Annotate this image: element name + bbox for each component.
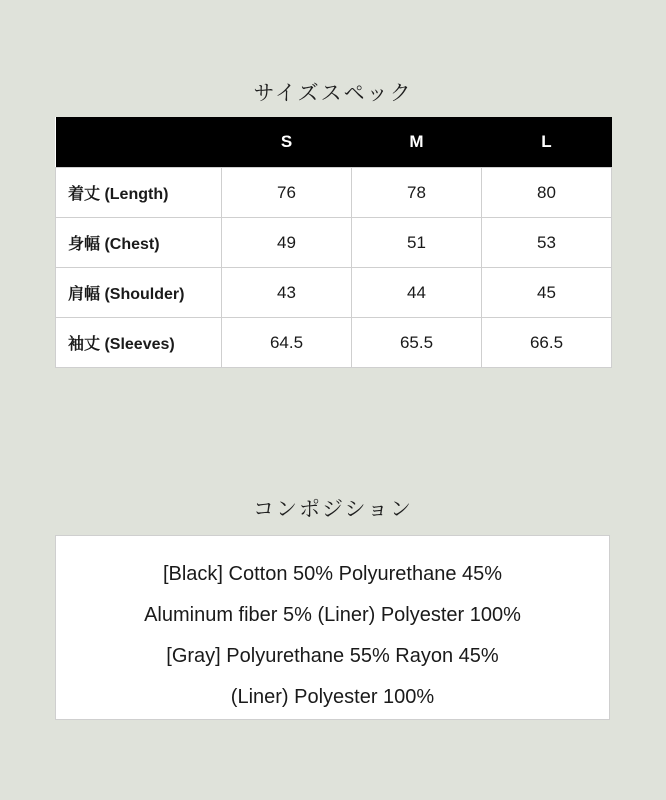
cell-chest-m: 51 <box>352 218 482 268</box>
cell-shoulder-l: 45 <box>482 268 612 318</box>
cell-chest-s: 49 <box>222 218 352 268</box>
table-row <box>56 318 612 368</box>
composition-box <box>55 535 610 720</box>
header-size-l: L <box>482 117 612 168</box>
size-header-row <box>56 117 612 168</box>
table-row <box>56 218 612 268</box>
cell-shoulder-m: 44 <box>352 268 482 318</box>
cell-sleeves-l: 66.5 <box>482 318 612 368</box>
cell-length-m: 78 <box>352 168 482 218</box>
row-label-chest: 身幅 (Chest) <box>56 218 222 268</box>
row-label-length: 着丈 (Length) <box>56 168 222 218</box>
header-corner <box>56 117 222 168</box>
cell-chest-l: 53 <box>482 218 612 268</box>
table-row <box>56 168 612 218</box>
header-size-m: M <box>352 117 482 168</box>
composition-line: [Black] Cotton 50% Polyurethane 45% <box>162 563 503 585</box>
cell-sleeves-m: 65.5 <box>352 318 482 368</box>
row-label-shoulder: 肩幅 (Shoulder) <box>56 268 222 318</box>
size-spec-title: サイズスペック <box>253 81 413 105</box>
table-row <box>56 268 612 318</box>
composition-line: Aluminum fiber 5% (Liner) Polyester 100% <box>144 604 521 626</box>
cell-shoulder-s: 43 <box>222 268 352 318</box>
header-size-s: S <box>222 117 352 168</box>
composition-line: (Liner) Polyester 100% <box>230 686 435 708</box>
cell-length-s: 76 <box>222 168 352 218</box>
cell-sleeves-s: 64.5 <box>222 318 352 368</box>
cell-length-l: 80 <box>482 168 612 218</box>
row-label-sleeves: 袖丈 (Sleeves) <box>56 318 222 368</box>
size-spec-table <box>55 117 612 368</box>
composition-title: コンポジション <box>252 497 414 521</box>
composition-line: [Gray] Polyurethane 55% Rayon 45% <box>166 645 499 667</box>
